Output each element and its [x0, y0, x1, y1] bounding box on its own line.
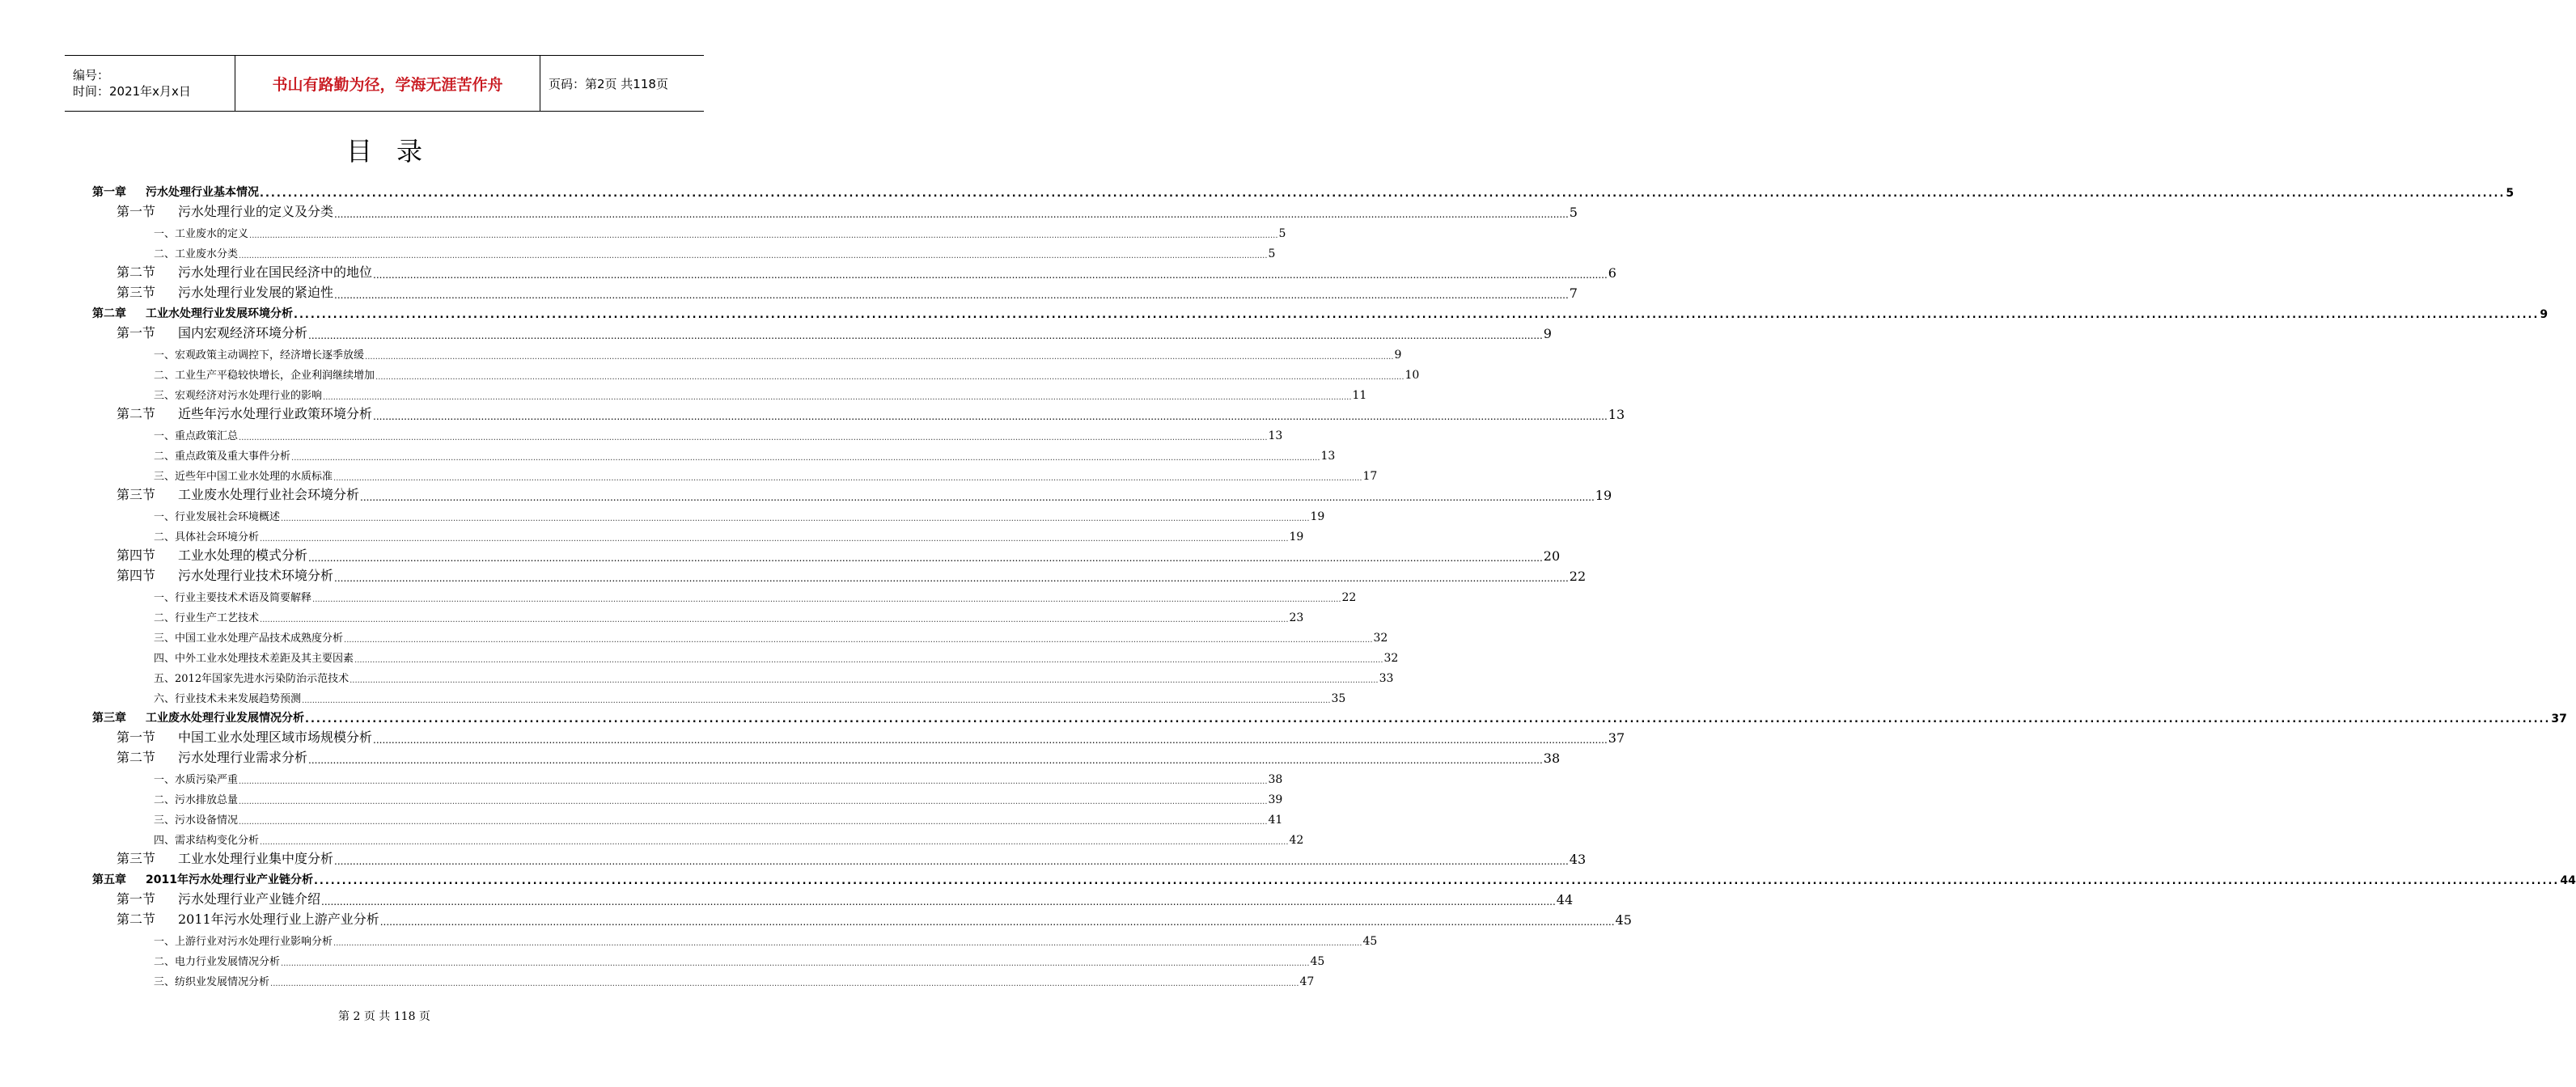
toc-entry[interactable]	[92, 362, 1420, 382]
toc-page-number: 5	[1569, 205, 1578, 220]
toc-entry[interactable]	[92, 382, 1367, 402]
toc-entry-label	[154, 771, 238, 786]
toc-entry-title: 一、上游行业对污水处理行业影响分析	[154, 936, 333, 948]
toc-dot-leader: ................................................................................................................................................................................................................................................................................................................................................................................................................	[373, 269, 1608, 281]
toc-entry-number: 第三节	[117, 851, 156, 866]
toc-entry-title: 污水处理行业的定义及分类	[178, 204, 334, 219]
toc-page-number: 43	[1569, 852, 1587, 867]
toc-entry[interactable]	[92, 847, 1587, 867]
toc-entry-title: 一、工业废水的定义	[154, 228, 249, 240]
toc-dot-leader: ................................................................................................................................................................................................................................................................................................................................................................................................................	[239, 434, 1268, 442]
toc-entry-title: 四、需求结构变化分析	[154, 835, 260, 847]
toc-entry-title: 污水处理行业产业链介绍	[178, 891, 321, 907]
toc-entry[interactable]	[92, 523, 1304, 544]
toc-dot-leader: ................................................................................................................................................................................................................................................................................................................................................................................................................	[239, 252, 1268, 260]
toc-entry-title: 污水处理行业需求分析	[178, 750, 308, 765]
toc-entry-number: 第二节	[117, 264, 156, 280]
header-meta	[65, 56, 235, 111]
toc-page-number: 44	[1556, 892, 1574, 907]
toc-page-number: 32	[1383, 652, 1399, 665]
toc-entry[interactable]	[92, 240, 1276, 260]
toc-entry-number: 第三章	[92, 712, 126, 725]
toc-dot-leader: ................................................................................................................................................................................................................................................................................................................................................................................................................	[291, 454, 1320, 463]
toc-entry-label	[92, 305, 293, 321]
toc-entry-title: 二、具体社会环境分析	[154, 531, 260, 544]
toc-dot-leader: ................................................................................................................................................................................................................................................................................................................................................................................................................	[260, 838, 1289, 847]
toc-entry-label	[117, 201, 333, 220]
toc-entry-label	[154, 811, 238, 827]
toc-entry-number: 第三节	[117, 487, 156, 502]
toc-dot-leader: ................................................................................................................................................................................................................................................................................................................................................................................................................	[350, 676, 1379, 685]
toc-entry[interactable]	[92, 564, 1587, 584]
page-title: 目录	[345, 136, 447, 167]
toc-entry-number: 第一节	[117, 891, 156, 907]
toc-entry-label	[154, 670, 349, 685]
toc-entry-label	[154, 225, 248, 240]
toc-entry-number: 第五章	[92, 873, 126, 886]
toc-entry-title: 三、污水设备情况	[154, 814, 239, 827]
toc-entry[interactable]	[92, 928, 1378, 948]
toc-dot-leader: ................................................................................................................................................................................................................................................................................................................................................................................................................	[373, 411, 1608, 422]
toc-entry[interactable]	[92, 645, 1399, 665]
header-motto: 书山有路勤为径，学海无涯苦作舟	[235, 56, 540, 111]
toc-entry-number: 第四节	[117, 568, 156, 583]
header-page-info: 页码：第2页 共118页	[549, 76, 668, 91]
toc-dot-leader: ................................................................................................................................................................................................................................................................................................................................................................................................................	[308, 330, 1543, 341]
toc-page-number: 6	[1608, 265, 1616, 281]
toc-entry[interactable]	[92, 968, 1315, 988]
toc-entry-title: 二、电力行业发展情况分析	[154, 956, 281, 968]
toc-entry[interactable]	[92, 301, 2548, 321]
toc-entry-title: 二、污水排放总量	[154, 794, 239, 806]
toc-entry-label	[154, 467, 333, 483]
toc-page-number: 20	[1543, 548, 1561, 564]
toc-entry-label	[154, 690, 301, 705]
toc-entry-title: 五、2012年国家先进水污染防治示范技术	[154, 673, 350, 685]
toc-entry-number: 第二章	[92, 307, 126, 320]
toc-entry[interactable]	[92, 463, 1378, 483]
toc-dot-leader: ................................................................................................................................................................................................................................................................................................................................................................................................................	[334, 573, 1569, 584]
toc-entry-title: 工业废水处理行业发展情况分析	[146, 712, 304, 725]
toc-entry-title: 中国工业水处理区域市场规模分析	[178, 730, 373, 745]
toc-entry-label	[117, 484, 359, 503]
toc-dot-leader: ................................................................................................................................................................................................................................................................................................................................................................................................................	[344, 636, 1373, 645]
toc-entry[interactable]	[92, 321, 1552, 341]
toc-dot-leader: ................................................................................................................................................................................................................................................................................................................................................................................................................	[360, 492, 1595, 503]
toc-entry-label	[117, 889, 320, 907]
toc-entry-label	[154, 447, 290, 463]
toc-page-number: 11	[1352, 389, 1367, 402]
toc-entry[interactable]	[92, 503, 1325, 523]
toc-entry-label	[154, 933, 333, 948]
toc-entry-number: 第二节	[117, 750, 156, 765]
toc-entry-number: 第一章	[92, 186, 126, 199]
toc-entry-title: 二、行业生产工艺技术	[154, 612, 260, 624]
toc-entry-label	[154, 973, 269, 988]
toc-page-number: 32	[1373, 632, 1388, 645]
toc-entry-label	[92, 709, 304, 725]
toc-dot-leader: ................................................................................................................................................................................................................................................................................................................................................................................................................	[323, 393, 1352, 402]
toc-entry[interactable]	[92, 402, 1625, 422]
toc-page-number: 9	[1543, 326, 1552, 341]
toc-entry-label	[117, 909, 379, 928]
toc-page-number: 19	[1595, 488, 1612, 503]
toc-page-number: 42	[1289, 834, 1304, 847]
toc-entry-title: 三、近些年中国工业水处理的水质标准	[154, 471, 333, 483]
toc-entry-title: 近些年污水处理行业政策环境分析	[178, 406, 373, 421]
toc-entry[interactable]	[92, 220, 1286, 240]
page-header	[65, 55, 704, 112]
toc-dot-leader: ................................................................................................................................................................................................................................................................................................................................................................................................................	[308, 552, 1543, 564]
toc-dot-leader: ................................................................................................................................................................................................................................................................................................................................................................................................................	[379, 916, 1615, 928]
toc-entry-title: 污水处理行业发展的紧迫性	[178, 285, 334, 300]
toc-entry-label	[117, 262, 372, 281]
toc-dot-leader: ................................................................................................................................................................................................................................................................................................................................................................................................................	[354, 656, 1383, 665]
toc-page-number: 33	[1379, 672, 1394, 685]
toc-entry[interactable]	[92, 827, 1304, 847]
toc-entry-label	[117, 323, 307, 341]
toc-entry-title: 六、行业技术未来发展趋势预测	[154, 693, 302, 705]
toc-entry[interactable]	[92, 624, 1388, 645]
toc-page-number: 45	[1615, 912, 1632, 928]
toc-entry-title: 工业水处理行业集中度分析	[178, 851, 334, 866]
toc-entry[interactable]	[92, 544, 1561, 564]
toc-entry-label	[92, 184, 259, 200]
toc-entry[interactable]	[92, 200, 1578, 220]
toc-entry[interactable]	[92, 442, 1336, 463]
toc-entry-label	[154, 831, 259, 847]
toc-entry-title: 工业废水处理行业社会环境分析	[178, 487, 360, 502]
toc-entry[interactable]	[92, 948, 1325, 968]
toc-page-number: 7	[1569, 285, 1578, 301]
toc-entry-label	[154, 387, 322, 402]
toc-entry-number: 第四节	[117, 548, 156, 563]
toc-entry-number: 第一节	[117, 204, 156, 219]
toc-entry-title: 一、重点政策汇总	[154, 430, 239, 442]
toc-entry-title: 三、宏观经济对污水处理行业的影响	[154, 390, 323, 402]
toc-entry[interactable]	[92, 746, 1561, 766]
toc-entry[interactable]	[92, 665, 1394, 685]
toc-page-number: 45	[1362, 935, 1378, 948]
toc-entry[interactable]	[92, 604, 1304, 624]
toc-entry-title: 污水处理行业在国民经济中的地位	[178, 264, 373, 280]
toc-entry-title: 四、中外工业水处理技术差距及其主要因素	[154, 653, 354, 665]
toc-page-number: 5	[1268, 247, 1276, 260]
toc-dot-leader: ................................................................................................................................................................................................................................................................................................................................................................................................................	[365, 353, 1394, 362]
toc-entry-number: 第三节	[117, 285, 156, 300]
toc-dot-leader: ................................................................................................................................................................................................................................................................................................................................................................................................................	[260, 188, 2506, 200]
toc-entry-title: 2011年污水处理行业上游产业分析	[178, 911, 379, 927]
toc-entry[interactable]	[92, 907, 1632, 928]
toc-entry-label	[154, 629, 343, 645]
toc-entry-label	[154, 791, 238, 806]
toc-dot-leader: ................................................................................................................................................................................................................................................................................................................................................................................................................	[260, 535, 1289, 544]
toc-dot-leader: ................................................................................................................................................................................................................................................................................................................................................................................................................	[305, 713, 2551, 725]
toc-entry-title: 二、工业生产平稳较快增长，企业利润继续增加	[154, 370, 375, 382]
toc-dot-leader: ................................................................................................................................................................................................................................................................................................................................................................................................................	[333, 474, 1362, 483]
toc-page-number: 5	[1278, 227, 1286, 240]
toc-page-number: 13	[1608, 407, 1625, 422]
toc-entry-title: 2011年污水处理行业产业链分析	[146, 873, 313, 886]
toc-page-number: 35	[1331, 692, 1346, 705]
toc-page-number: 13	[1320, 450, 1336, 463]
toc-dot-leader: ................................................................................................................................................................................................................................................................................................................................................................................................................	[239, 818, 1268, 827]
toc-dot-leader: ................................................................................................................................................................................................................................................................................................................................................................................................................	[302, 696, 1331, 705]
toc-page-number: 5	[2506, 187, 2515, 200]
document-date: 时间：2021年x月x日	[73, 84, 191, 99]
toc-entry-title: 二、工业废水分类	[154, 248, 239, 260]
toc-entry-label	[117, 848, 333, 867]
toc-entry[interactable]	[92, 422, 1283, 442]
toc-page-number: 45	[1310, 955, 1325, 968]
toc-entry-number: 第一节	[117, 730, 156, 745]
toc-page-number: 19	[1289, 531, 1304, 544]
toc-entry-title: 三、中国工业水处理产品技术成熟度分析	[154, 632, 344, 645]
toc-entry-label	[154, 427, 238, 442]
toc-entry-label	[117, 747, 307, 766]
toc-dot-leader: ................................................................................................................................................................................................................................................................................................................................................................................................................	[249, 231, 1278, 240]
toc-page-number: 44	[2560, 874, 2576, 887]
toc-page-number: 38	[1543, 751, 1561, 766]
toc-entry-label	[154, 609, 259, 624]
toc-entry[interactable]	[92, 725, 1625, 746]
toc-entry-title: 工业水处理行业发展环境分析	[146, 307, 293, 320]
toc-dot-leader: ................................................................................................................................................................................................................................................................................................................................................................................................................	[333, 939, 1362, 948]
toc-dot-leader: ................................................................................................................................................................................................................................................................................................................................................................................................................	[312, 595, 1341, 604]
toc-entry[interactable]	[92, 705, 2567, 725]
toc-dot-leader: ................................................................................................................................................................................................................................................................................................................................................................................................................	[373, 734, 1608, 746]
toc-page-number: 37	[1608, 730, 1625, 746]
toc-page-number: 22	[1341, 591, 1357, 604]
toc-page-number: 38	[1268, 773, 1283, 786]
toc-entry-title: 一、行业发展社会环境概述	[154, 511, 281, 523]
toc-entry-number: 第二节	[117, 406, 156, 421]
toc-entry[interactable]	[92, 867, 2576, 887]
toc-entry-label	[154, 649, 354, 665]
toc-page-number: 22	[1569, 569, 1587, 584]
toc-entry[interactable]	[92, 281, 1578, 301]
toc-entry[interactable]	[92, 584, 1357, 604]
toc-dot-leader: ................................................................................................................................................................................................................................................................................................................................................................................................................	[281, 514, 1310, 523]
toc-dot-leader: ................................................................................................................................................................................................................................................................................................................................................................................................................	[281, 959, 1310, 968]
toc-entry-title: 国内宏观经济环境分析	[178, 325, 308, 340]
toc-dot-leader: ................................................................................................................................................................................................................................................................................................................................................................................................................	[270, 979, 1299, 988]
toc-entry[interactable]	[92, 260, 1616, 281]
toc-page-number: 9	[2540, 308, 2548, 321]
toc-entry-label	[154, 953, 280, 968]
toc-entry-title: 工业水处理的模式分析	[178, 548, 308, 563]
toc-entry[interactable]	[92, 766, 1283, 786]
toc-page-number: 10	[1405, 369, 1420, 382]
toc-entry-title: 一、宏观政策主动调控下，经济增长逐季放缓	[154, 349, 365, 362]
toc-entry[interactable]	[92, 806, 1283, 827]
toc-entry-label	[92, 871, 313, 887]
toc-entry-label	[154, 589, 311, 604]
table-of-contents	[92, 180, 2576, 988]
toc-page-number: 17	[1362, 470, 1378, 483]
toc-entry-title: 一、水质污染严重	[154, 774, 239, 786]
toc-dot-leader: ................................................................................................................................................................................................................................................................................................................................................................................................................	[334, 290, 1569, 301]
toc-entry-label	[154, 528, 259, 544]
toc-dot-leader: ................................................................................................................................................................................................................................................................................................................................................................................................................	[294, 309, 2540, 321]
toc-entry-label	[154, 366, 375, 382]
toc-entry-label	[154, 508, 280, 523]
toc-page-number: 19	[1310, 510, 1325, 523]
toc-entry-number: 第一节	[117, 325, 156, 340]
toc-page-number: 23	[1289, 611, 1304, 624]
toc-entry-title: 污水处理行业技术环境分析	[178, 568, 334, 583]
toc-entry[interactable]	[92, 483, 1612, 503]
toc-dot-leader: ................................................................................................................................................................................................................................................................................................................................................................................................................	[308, 755, 1543, 766]
toc-dot-leader: ................................................................................................................................................................................................................................................................................................................................................................................................................	[375, 373, 1405, 382]
toc-entry-label	[117, 282, 333, 301]
toc-entry-title: 污水处理行业基本情况	[146, 186, 259, 199]
toc-dot-leader: ................................................................................................................................................................................................................................................................................................................................................................................................................	[260, 615, 1289, 624]
toc-entry-label	[117, 545, 307, 564]
toc-page-number: 39	[1268, 793, 1283, 806]
toc-dot-leader: ................................................................................................................................................................................................................................................................................................................................................................................................................	[239, 777, 1268, 786]
page-footer: 第 2 页 共 118 页	[338, 1010, 430, 1023]
toc-dot-leader: ................................................................................................................................................................................................................................................................................................................................................................................................................	[334, 209, 1569, 220]
document-number-label: 编号：	[73, 68, 110, 82]
toc-entry-title: 一、行业主要技术术语及简要解释	[154, 592, 312, 604]
toc-entry-label	[117, 404, 372, 422]
toc-entry[interactable]	[92, 887, 1574, 907]
toc-dot-leader: ................................................................................................................................................................................................................................................................................................................................................................................................................	[321, 896, 1556, 907]
toc-entry[interactable]	[92, 341, 1402, 362]
toc-page-number: 13	[1268, 429, 1283, 442]
toc-entry-label	[154, 245, 238, 260]
toc-entry[interactable]	[92, 685, 1346, 705]
toc-entry-label	[154, 346, 364, 362]
toc-entry-title: 二、重点政策及重大事件分析	[154, 450, 291, 463]
toc-entry[interactable]	[92, 786, 1283, 806]
toc-dot-leader: ................................................................................................................................................................................................................................................................................................................................................................................................................	[334, 856, 1569, 867]
toc-entry[interactable]	[92, 180, 2515, 200]
toc-dot-leader: ................................................................................................................................................................................................................................................................................................................................................................................................................	[239, 797, 1268, 806]
toc-entry-title: 三、纺织业发展情况分析	[154, 976, 270, 988]
toc-entry-label	[117, 727, 372, 746]
toc-dot-leader: ................................................................................................................................................................................................................................................................................................................................................................................................................	[313, 875, 2560, 887]
toc-page-number: 37	[2551, 713, 2567, 725]
toc-entry-number: 第二节	[117, 911, 156, 927]
toc-page-number: 9	[1394, 349, 1402, 362]
toc-page-number: 41	[1268, 814, 1283, 827]
toc-page-number: 47	[1299, 975, 1315, 988]
toc-entry-label	[117, 565, 333, 584]
